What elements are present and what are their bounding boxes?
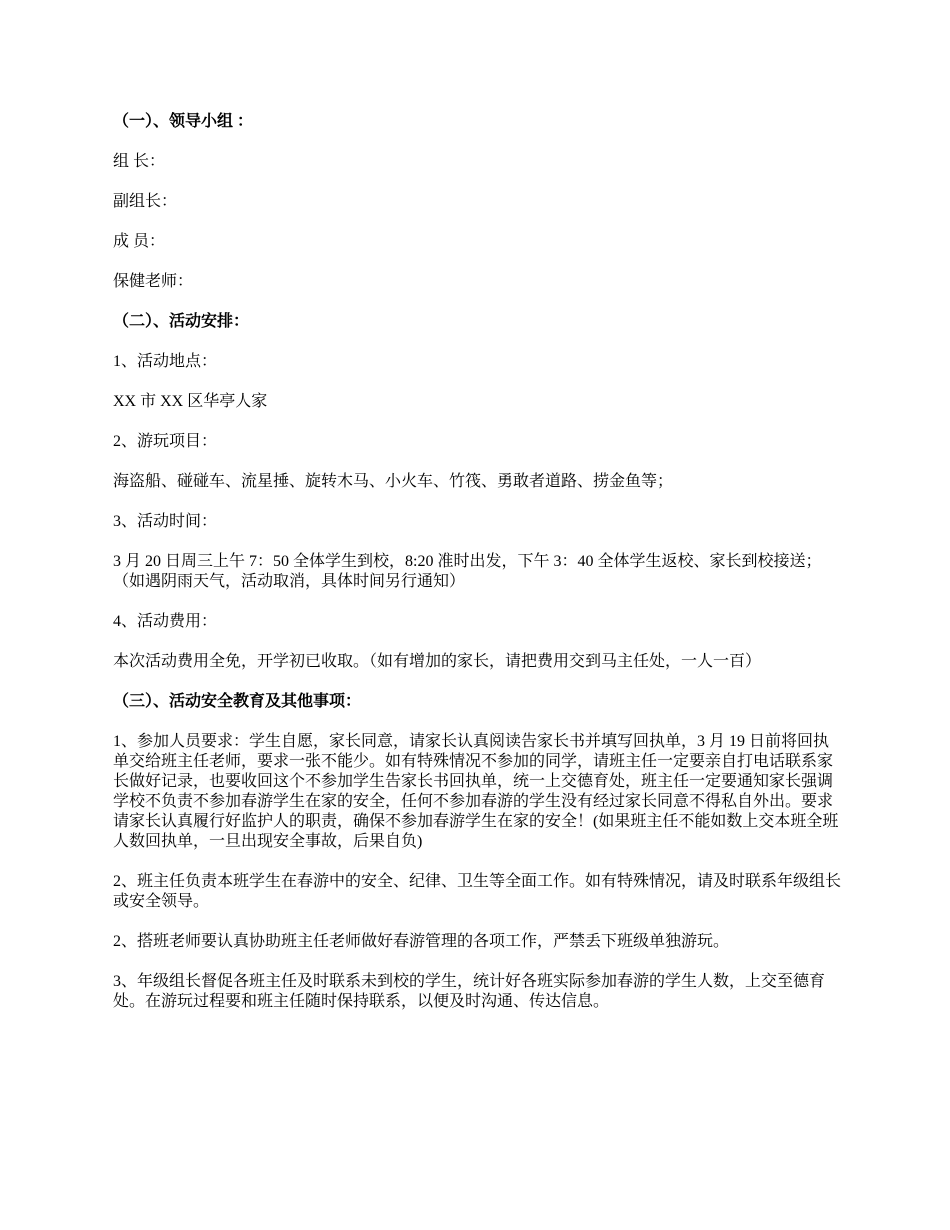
projects-label: 2、游玩项目： bbox=[113, 433, 218, 450]
assistant-teacher-duty-paragraph: 2、搭班老师要认真协助班主任老师做好春游管理的各项工作，严禁丢下班级单独游玩。 bbox=[113, 933, 730, 950]
location-value: XX 市 XX 区华亭人家 bbox=[113, 393, 268, 410]
time-label: 3、活动时间： bbox=[113, 513, 218, 530]
deputy-leader-field: 副组长： bbox=[113, 193, 178, 210]
section-3-heading: （三）、活动安全教育及其他事项： bbox=[113, 693, 362, 710]
time-value: 3 月 20 日周三上午 7：50 全体学生到校，8:20 准时出发，下午 3：40 全体学生返校、家长到校接送；（如遇阴雨天气，活动取消，具体时间另行通知） bbox=[113, 553, 822, 590]
participant-requirements-paragraph: 1、参加人员要求：学生自愿，家长同意，请家长认真阅读告家长书并填写回执单，3 月 19 日前将回执单交给班主任老师，要求一张不能少。如有特殊情况不参加的同学，请班主任一定要亲自打电话联系家长做好记录，也要收回这个不参加学生告家长书回执单，统一上交德育处，班主任一定要通知家长强调学校不负责不参加春游学生在家的安全，任何不参加春游的学生没有经过家长同意不得私自外出。要求请家长认真履行好监护人的职责，确保不参加春游学生在家的安全！(如果班主任不能如数上交本班全班人数回执单，一旦出现安全事故，后果自负) bbox=[113, 733, 839, 850]
health-teacher-field: 保健老师： bbox=[113, 273, 194, 290]
fee-label: 4、活动费用： bbox=[113, 613, 218, 630]
grade-leader-duty-paragraph: 3、年级组长督促各班主任及时联系未到校的学生，统计好各班实际参加春游的学生人数，上交至德育处。在游玩过程要和班主任随时保持联系，以便及时沟通、传达信息。 bbox=[113, 973, 826, 1010]
location-label: 1、活动地点： bbox=[113, 353, 218, 370]
projects-value: 海盗船、碰碰车、流星捶、旋转木马、小火车、竹筏、勇敢者道路、捞金鱼等； bbox=[113, 473, 674, 490]
fee-value: 本次活动费用全免，开学初已收取。（如有增加的家长，请把费用交到马主任处，一人一百） bbox=[113, 653, 762, 670]
leader-field: 组 长： bbox=[113, 153, 166, 170]
section-1-heading: （一）、领导小组 ： bbox=[113, 113, 254, 130]
section-2-heading: （二）、活动安排： bbox=[113, 313, 250, 330]
head-teacher-duty-paragraph: 2、班主任负责本班学生在春游中的安全、纪律、卫生等全面工作。如有特殊情况，请及时联系年级组长或安全领导。 bbox=[113, 873, 842, 910]
members-field: 成 员： bbox=[113, 233, 166, 250]
document-page bbox=[113, 112, 843, 1032]
